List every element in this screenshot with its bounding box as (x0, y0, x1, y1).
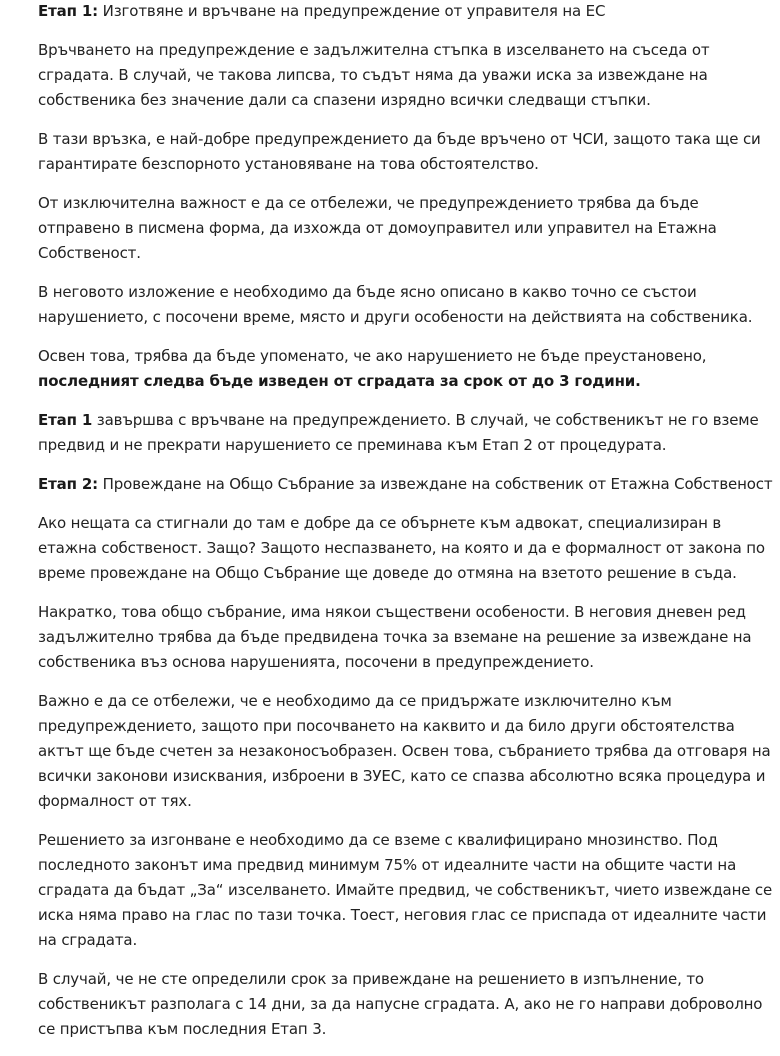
stage-1-heading (38, 0, 774, 24)
paragraph: В неговото изложение е необходимо да бъде ясно описано в какво точно се състои нарушението, с посочени време, място и други особености на действията на собственика. (38, 283, 753, 326)
paragraph: От изключителна важност е да се отбележи, че предупреждението трябва да бъде отправено в писмена форма, да изхожда от домоуправител или управител на Етажна Собственост. (38, 194, 717, 262)
paragraph-text: Освен това, трябва да бъде упоменато, че ако нарушението не бъде преустановено, (38, 347, 707, 365)
stage-1-label: Етап 1: (38, 2, 99, 20)
paragraph: Накратко, това общо събрание, има някои съществени особености. В неговия дневен ред задължително трябва да бъде предвидена точка за вземане на решение за извеждане на собственика въз основа нарушенията, посочени в предупреждението. (38, 603, 752, 671)
paragraph: В случай, че не сте определили срок за привеждане на решението в изпълнение, то собственикът разполага с 14 дни, за да напусне сградата. А, ако не го направи доброволно се пристъпва към последния Етап 3. (38, 970, 763, 1038)
stage-2-heading (38, 472, 774, 497)
stage-1-conclusion (38, 408, 774, 458)
stage-1-title: Изготвяне и връчване на предупреждение от управителя на ЕС (98, 2, 606, 20)
paragraph: Важно е да се отбележи, че е необходимо да се придържате изключително към предупреждението, защото при посочването на каквито и да било други обстоятелства актът ще бъде счетен за незаконосъобразен. Освен това, събранието трябва да отговаря на всички законови изисквания, изброени в ЗУЕС, като се спазва абсолютно всяка процедура и формалност от тях. (38, 692, 771, 810)
paragraph-text: завършва с връчване на предупреждението. В случай, че собственикът не го вземе предвид и не прекрати нарушението се преминава към Етап 2 от процедурата. (38, 411, 759, 454)
stage-2-title: Провеждане на Общо Събрание за извеждане на собственик от Етажна Собственост (98, 475, 773, 493)
stage-2-label: Етап 2: (38, 475, 99, 493)
paragraph: В тази връзка, е най-добре предупреждението да бъде връчено от ЧСИ, защото така ще си гарантирате безспорното установяване на това обстоятелство. (38, 130, 761, 173)
emphasis-text: последният следва бъде изведен от сградата за срок от до 3 години. (38, 372, 641, 390)
paragraph-with-emphasis (38, 344, 774, 394)
article-body (38, 0, 774, 1056)
paragraph: Връчването на предупреждение е задължителна стъпка в изселването на съседа от сградата. В случай, че такова липсва, то съдът няма да уважи иска за извеждане на собственика без значение дали са спазени изрядно всички следващи стъпки. (38, 41, 710, 109)
stage-1-label: Етап 1 (38, 411, 93, 429)
paragraph: Решението за изгонване е необходимо да се вземе с квалифицирано мнозинство. Под последното законът има предвид минимум 75% от идеалните части на общите части на сградата да бъдат „За“ изселването. Имайте предвид, че собственикът, чието извеждане се иска няма право на глас по тази точка. Тоест, неговия глас се приспада от идеалните части на сградата. (38, 831, 773, 949)
paragraph: Ако нещата са стигнали до там е добре да се обърнете към адвокат, специализиран в етажна собственост. Защо? Защото неспазването, на която и да е формалност от закона по време провеждане на Общо Събрание ще доведе до отмяна на взетото решение в съда. (38, 514, 765, 582)
